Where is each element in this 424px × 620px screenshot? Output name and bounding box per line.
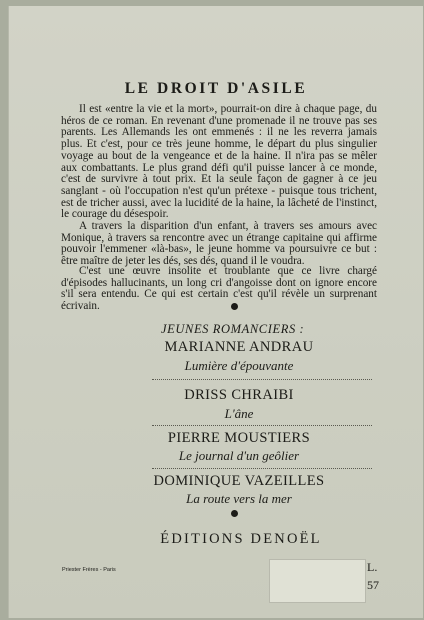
book-title: LE DROIT D'ASILE: [124, 80, 308, 97]
blurb-paragraph-1: Il est «entre la vie et la mort», pourrait-on dire à chaque page, du héros de ce roman. En revenant d'une promenade il ne trouve pas ses parents. Les Allemands les ont emmenés : il ne les reverra jamais plus. Et c'est, pour ce très jeune homme, le départ du plus singulier voyage au bout de la vengeance et de la haine. Il n'ira pas se mêler aux combattants. Le plus grand défi qu'il puisse lancer à ce monde, c'est de survivre à tout prix. Et la seule façon de gagner à ce jeu sanglant - où l'occupation n'est qu'un prétexe - puisque tous trichent, est de tricher aussi, avec la lucidité de la haine, la lâcheté de l'instinct, le courage du désespoir.: [61, 103, 377, 221]
bullet-ornament-bottom: [231, 510, 238, 517]
code-line-1: L.: [367, 560, 378, 574]
series-label: JEUNES ROMANCIERS :: [161, 322, 305, 336]
price-sticker: [269, 559, 366, 603]
bullet-ornament-top: [231, 303, 238, 310]
book-author-2: DRISS CHRAIBI: [184, 387, 294, 403]
divider-3: [152, 468, 372, 469]
book-author-3: PIERRE MOUSTIERS: [167, 430, 311, 446]
back-cover: [8, 6, 423, 618]
divider-2: [152, 425, 372, 426]
publisher-name: ÉDITIONS DENOËL: [160, 531, 322, 547]
book-title-3: Le journal d'un geôlier: [178, 448, 300, 463]
printer-credit: Priester Frères - Paris: [62, 567, 116, 573]
book-author-4: DOMINIQUE VAZEILLES: [153, 473, 325, 489]
blurb-paragraph-2: A travers la disparition d'un enfant, à travers ses amours avec Monique, à travers sa rencontre avec un étrange capitaine qui affirme pouvoir l'emmener «là-bas», le jeune homme va poursuivre ce but : être maître de jeter les dés, ses dés, quand il le voudra.: [61, 220, 377, 268]
book-author-1: MARIANNE ANDRAU: [164, 339, 314, 355]
book-title-4: La route vers la mer: [186, 491, 292, 506]
code-line-2: 57: [367, 578, 379, 592]
book-title-2: L'âne: [224, 406, 254, 421]
blurb-paragraph-3: C'est une œuvre insolite et troublante que ce livre chargé d'épisodes hallucinants, un long cri d'angoisse dont on ignore encore s'il sera entendu. Ce qui est certain c'est qu'il révèle un surprenant écrivain.: [61, 265, 377, 313]
book-title-1: Lumière d'épouvante: [184, 358, 294, 373]
divider-1: [152, 379, 372, 380]
